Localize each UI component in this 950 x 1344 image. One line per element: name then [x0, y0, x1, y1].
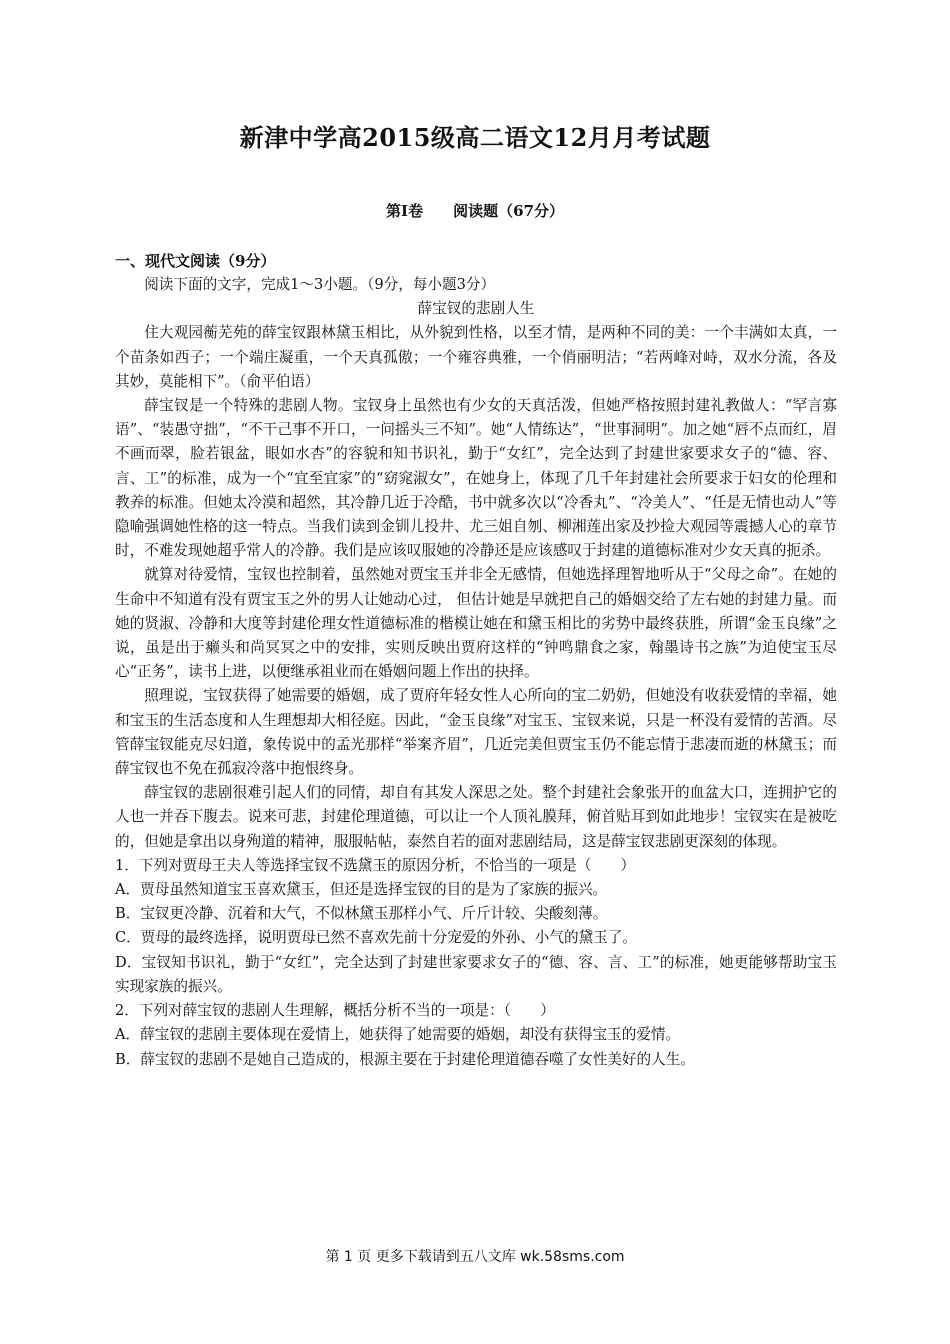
essay-paragraph: 照理说，宝钗获得了她需要的婚姻，成了贾府年轻女性人心所向的宝二奶奶，但她没有收获爱情的幸福，她和宝玉的生活态度和人生理想却大相径庭。因此，“金玉良缘”对宝玉、宝钗来说，只是一杯没有爱情的苦酒。尽管薛宝钗能克尽妇道，象传说中的孟光那样“举案齐眉”，几近完美但贾宝玉仍不能忘情于悲凄而逝的林黛玉；而薛宝钗也不免在孤寂冷落中抱恨终身。 [115, 687, 837, 778]
question-option: D．宝钗知书识礼，勤于“女红”，完全达到了封建世家要求女子的“德、容、言、工”的标准，她更能够帮助宝玉实现家族的振兴。 [115, 953, 837, 995]
question-option: B．薛宝钗的悲剧不是她自己造成的，根源主要在于封建伦理道德吞噬了女性美好的人生。 [115, 1050, 695, 1068]
question-option: A．薛宝钗的悲剧主要体现在爱情上，她获得了她需要的婚姻，却没有获得宝玉的爱情。 [115, 1026, 681, 1044]
volume-name: 阅读题（67分） [453, 202, 564, 220]
page-footer: 第 1 页 更多下载请到五八文库 wk.58sms.com [325, 1249, 625, 1265]
question-option: C．贾母的最终选择，说明贾母已然不喜欢先前十分宠爱的外孙、小气的黛玉了。 [115, 929, 637, 947]
essay-paragraph: 薛宝钗的悲剧很难引起人们的同情，却自有其发人深思之处。整个封建社会象张开的血盆大口，连拥护它的人也一并吞下腹去。说来可悲，封建伦理道德，可以让一个人顶礼膜拜，俯首贴耳到如此地步！宝钗实在是被吃的，但她是拿出以身殉道的精神，服服帖帖，泰然自若的面对悲剧结局，这是薛宝钗悲剧更深刻的体现。 [115, 784, 837, 850]
reading-passage [115, 273, 837, 1072]
exam-title: 新津中学高2015级高二语文12月月考试题 [239, 123, 711, 152]
question-option: A．贾母虽然知道宝玉喜欢黛玉，但还是选择宝钗的目的是为了家族的振兴。 [115, 881, 608, 899]
section-heading: 一、现代文阅读（9分） [115, 252, 276, 270]
question-stem: 1．下列对贾母王夫人等选择宝钗不选黛玉的原因分析，不恰当的一项是（ ） [115, 856, 636, 874]
essay-paragraph: 住大观园蘅芜苑的薛宝钗跟林黛玉相比，从外貌到性格，以至才情，是两种不同的美：一个丰满如太真，一个苗条如西子；一个端庄凝重，一个天真孤傲；一个雍容典雅，一个俏丽明洁；“若两峰对峙，双水分流，各及其妙，莫能相下”。（俞平伯语） [115, 324, 837, 390]
reading-instruction: 阅读下面的文字，完成1～3小题。（9分，每小题3分） [144, 276, 496, 293]
volume-part: 第Ⅰ卷 [386, 202, 424, 220]
volume-heading [0, 200, 950, 221]
question-stem: 2．下列对薛宝钗的悲剧人生理解，概括分析不当的一项是：（ ） [115, 1002, 555, 1020]
question-option: B．宝钗更冷静、沉着和大气，不似林黛玉那样小气、斤斤计较、尖酸刻薄。 [115, 905, 608, 923]
essay-title: 薛宝钗的悲剧人生 [417, 300, 535, 318]
essay-paragraph: 就算对待爱情，宝钗也控制着，虽然她对贾宝玉并非全无感情，但她选择理智地听从于“父母之命”。在她的生命中不知道有没有贾宝玉之外的男人让她动心过， 但估计她是早就把自己的婚姻交给了左右她的封建力量。而她的贤淑、冷静和大度等封建伦理女性道德标准的楷模让她在和黛玉相比的劣势中最终获胜，所谓“金玉良缘”之说，虽是出于癞头和尚冥冥之中的安排，实则反映出贾府这样的“钟鸣鼎食之家，翰墨诗书之族”为迫使宝玉尽心“正务”，读书上进，以便继承祖业而在婚姻问题上作出的抉择。 [115, 566, 837, 681]
essay-paragraph: 薛宝钗是一个特殊的悲剧人物。宝钗身上虽然也有少女的天真活泼，但她严格按照封建礼教做人：“罕言寡语”、“装愚守拙”，“不干己事不开口，一问摇头三不知”。她“人情练达”，“世事洞明”。加之她“唇不点而红，眉不画而翠，脸若银盆，眼如水杏”的容貌和知书识礼，勤于“女红”，完全达到了封建世家要求女子的“德、容、言、工”的标准，成为一个“宜至宜家”的“窈窕淑女”，在她身上，体现了几千年封建社会所要求于妇女的伦理和教养的标准。但她太冷漠和超然，其冷静几近于冷酷，书中就多次以“冷香丸”、“冷美人”、“任是无情也动人”等隐喻强调她性格的这一特点。当我们读到金钏儿投井、尤三姐自刎、柳湘莲出家及抄捡大观园等震撼人心的章节时，不难发现她超乎常人的冷静。我们是应该叹服她的冷静还是应该感叹于封建的道德标准对少女天真的扼杀。 [115, 397, 837, 560]
